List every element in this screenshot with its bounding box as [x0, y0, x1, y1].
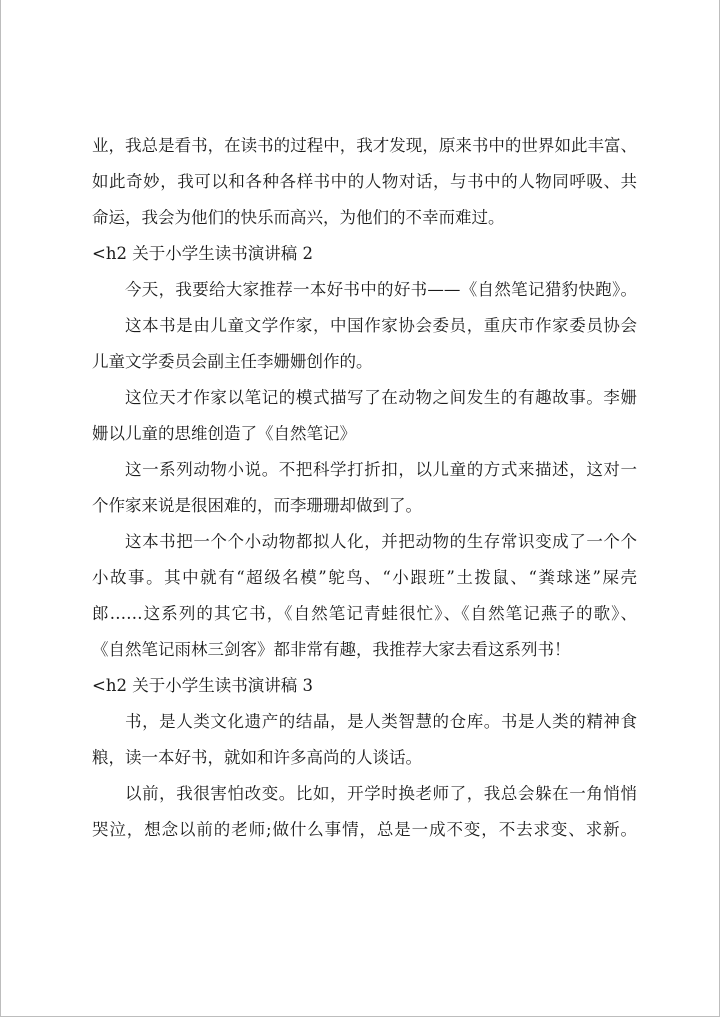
text-line: 书，是人类文化遗产的结晶，是人类智慧的仓库。书是人类的精神食: [125, 712, 637, 731]
text-line: 哭泣，想念以前的老师;做什么事情，总是一成不变，不去求变、求新。: [92, 820, 637, 839]
text-line: 这一系列动物小说。不把科学打折扣，以儿童的方式来描述，这对一: [125, 460, 637, 479]
section-heading: <h2 关于小学生读书演讲稿 2: [92, 244, 313, 263]
text-line: 如此奇妙，我可以和各种各样书中的人物对话，与书中的人物同呼吸、共: [92, 172, 637, 191]
text-line: 命运，我会为他们的快乐而高兴，为他们的不幸而难过。: [92, 208, 505, 227]
text-line: 这本书是由儿童文学作家，中国作家协会委员，重庆市作家委员协会: [125, 316, 637, 335]
section-heading: <h2 关于小学生读书演讲稿 3: [92, 676, 313, 695]
text-line: 儿童文学委员会副主任李姗姗创作的。: [92, 352, 373, 371]
text-line: 以前，我很害怕改变。比如，开学时换老师了，我总会躲在一角悄悄: [125, 784, 637, 803]
text-line: 今天，我要给大家推荐一本好书中的好书——《自然笔记猎豹快跑》。: [125, 280, 637, 299]
text-line: 这本书把一个个小动物都拟人化，并把动物的生存常识变成了一个个: [125, 532, 637, 551]
text-line: 业，我总是看书，在读书的过程中，我才发现，原来书中的世界如此丰富、: [92, 136, 637, 155]
text-line: 个作家来说是很困难的，而李珊珊却做到了。: [92, 496, 422, 515]
text-line: 这位天才作家以笔记的模式描写了在动物之间发生的有趣故事。李姗: [125, 388, 637, 407]
text-line: 郎……这系列的其它书，《自然笔记青蛙很忙》、《自然笔记燕子的歌》、: [92, 604, 637, 623]
document-body: [92, 128, 637, 848]
text-line: 小故事。其中就有“超级名模”鸵鸟、“小跟班”土拨鼠、“粪球迷”屎壳: [92, 568, 637, 587]
text-line: 姗以儿童的思维创造了《自然笔记》: [92, 424, 356, 443]
text-line: 粮，读一本好书，就如和许多高尚的人谈话。: [92, 748, 422, 767]
text-line: 《自然笔记雨林三剑客》都非常有趣，我推荐大家去看这系列书！: [92, 640, 571, 659]
